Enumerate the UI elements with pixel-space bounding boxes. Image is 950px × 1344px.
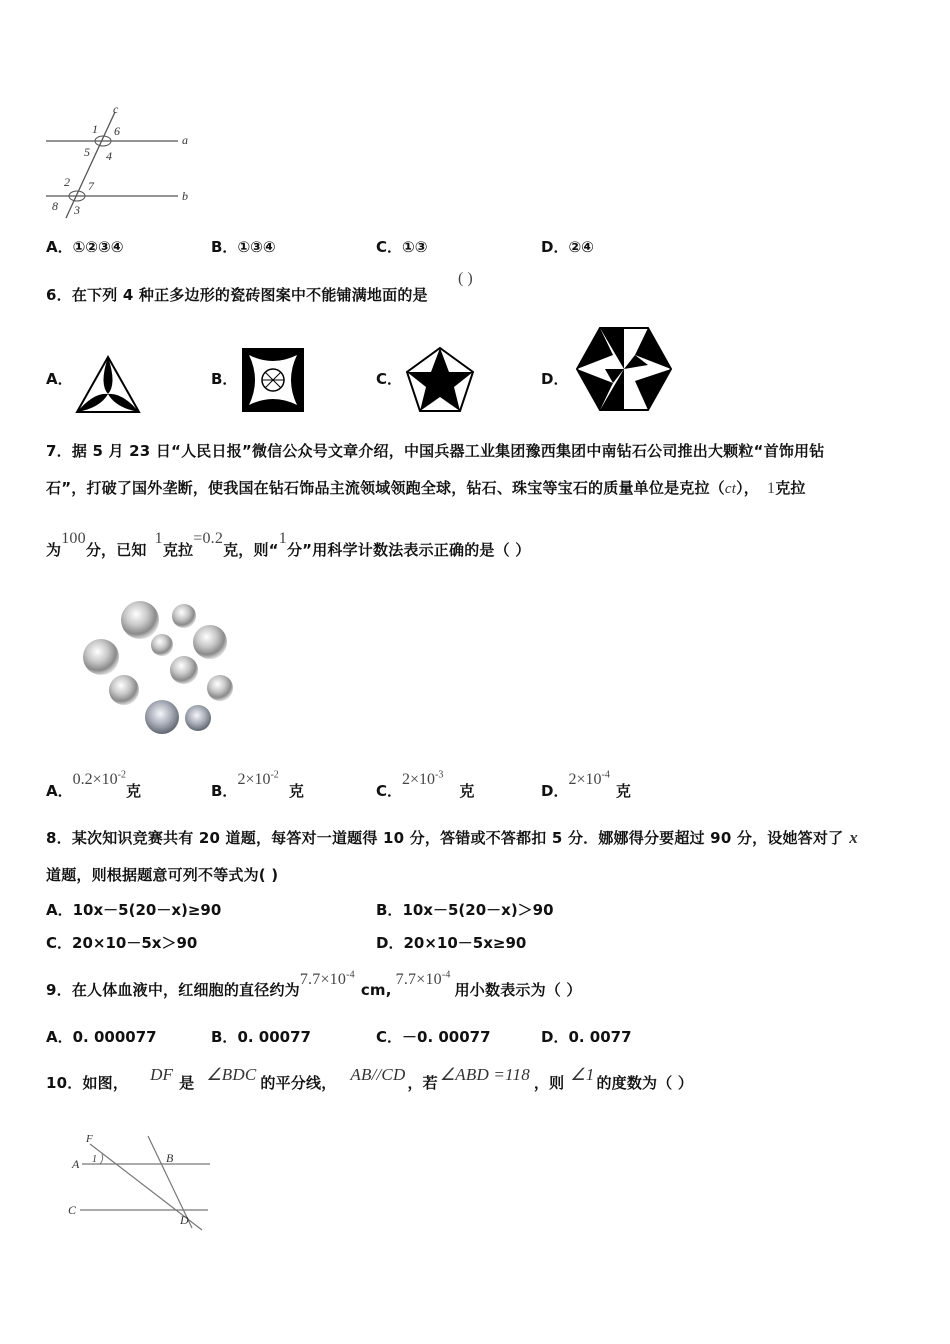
diamond bbox=[145, 700, 179, 734]
label-6: 6 bbox=[114, 124, 120, 138]
label-b: b bbox=[182, 189, 188, 203]
q7-option-d: D．$2\times 10^{-4}$克 bbox=[541, 769, 631, 800]
diamond bbox=[172, 604, 196, 628]
q9-stem: 9．在人体血液中，红细胞的直径约为$7.7\times 10^{-4}cm,7.7\times 10^{-4}$用小数表示为（ ） bbox=[46, 969, 582, 999]
q7-option-b: B．$2\times 10^{-2}$克 bbox=[211, 769, 304, 800]
parallel-lines-figure bbox=[40, 100, 200, 225]
q8-option-a: A．10x－5(20－x)≥90 bbox=[46, 901, 222, 919]
label-2: 2 bbox=[64, 175, 70, 189]
diamond bbox=[170, 656, 198, 684]
label-c: c bbox=[113, 102, 119, 116]
label-b: B bbox=[166, 1151, 174, 1165]
diamonds-photo bbox=[80, 598, 240, 740]
q6-option-d: D． bbox=[541, 370, 569, 388]
q6-option-a: A． bbox=[46, 370, 73, 388]
q6-option-b: B． bbox=[211, 370, 238, 388]
label-8: 8 bbox=[52, 199, 58, 213]
q7-line-2: 石”，打破了国外垄断，使我国在钻石饰品主流领域领跑全球，钻石、珠宝等宝石的质量单位是克拉（ct）， 1克拉 bbox=[46, 479, 806, 497]
label-4: 4 bbox=[106, 149, 112, 163]
label-1: 1 bbox=[92, 122, 98, 136]
triangle-tile-icon bbox=[74, 354, 142, 416]
diamond bbox=[207, 675, 233, 701]
label-d: D bbox=[180, 1213, 189, 1227]
label-c: C bbox=[68, 1203, 77, 1217]
diamond bbox=[109, 675, 139, 705]
label-3: 3 bbox=[74, 203, 80, 217]
label-a: a bbox=[182, 133, 188, 147]
q5-option-c: C．①③ bbox=[376, 238, 428, 256]
q6-option-c: C． bbox=[376, 370, 403, 388]
q7-line-1: 7．据 5 月 23 日“人民日报”微信公众号文章介绍，中国兵器工业集团豫西集团中南钻石公司推出大颗粒“首饰用钻 bbox=[46, 442, 825, 460]
q8-line-2: 道题，则根据题意可列不等式为( ) bbox=[46, 866, 279, 884]
q5-option-b: B．①③④ bbox=[211, 238, 276, 256]
diamond bbox=[83, 639, 119, 675]
q7-option-a: A．$0.2\times 10^{-2}$克 bbox=[46, 769, 141, 800]
q9-option-d: D．0. 0077 bbox=[541, 1028, 632, 1046]
q8-option-b: B．10x－5(20－x)＞90 bbox=[376, 901, 554, 919]
q10-stem: 10．如图， DF 是 ∠BDC 的平分线， AB//CD ，若 ∠ABD =118 ，则 ∠1 的度数为（ ） bbox=[46, 1065, 694, 1092]
pentagon-tile-icon bbox=[404, 345, 476, 415]
label-f: F bbox=[86, 1133, 93, 1145]
label-5: 5 bbox=[84, 145, 90, 159]
diamond bbox=[193, 625, 227, 659]
q9-option-b: B．0. 00077 bbox=[211, 1028, 311, 1046]
q8-option-c: C．20×10－5x＞90 bbox=[46, 934, 198, 952]
label-1: 1 bbox=[92, 1154, 97, 1165]
q7-line-3: 为100分，已知1克拉=0.2克，则“1分”用科学计数法表示正确的是（ ） bbox=[46, 530, 531, 559]
angle-bisector-figure bbox=[62, 1128, 222, 1238]
q9-option-a: A．0. 000077 bbox=[46, 1028, 157, 1046]
q5-option-d: D．②④ bbox=[541, 238, 594, 256]
label-7: 7 bbox=[88, 179, 94, 193]
label-a: A bbox=[72, 1157, 80, 1171]
square-tile-icon bbox=[241, 347, 305, 413]
q8-line-1: 8．某次知识竞赛共有 20 道题，每答对一道题得 10 分，答错或不答都扣 5 分．娜娜得分要超过 90 分，设她答对了 x bbox=[46, 828, 858, 847]
diamond bbox=[121, 601, 159, 639]
q9-option-c: C．－0. 00077 bbox=[376, 1028, 491, 1046]
diamond bbox=[151, 634, 173, 656]
q6-paren: ( ) bbox=[458, 270, 473, 287]
q5-option-a: A．①②③④ bbox=[46, 238, 124, 256]
q6-stem: 6．在下列 4 种正多边形的瓷砖图案中不能铺满地面的是 bbox=[46, 286, 428, 304]
hexagon-tile-icon bbox=[575, 325, 673, 413]
diamond bbox=[185, 705, 211, 731]
q8-option-d: D．20×10－5x≥90 bbox=[376, 934, 527, 952]
q7-option-c: C．$2\times 10^{-3}$克 bbox=[376, 769, 475, 800]
